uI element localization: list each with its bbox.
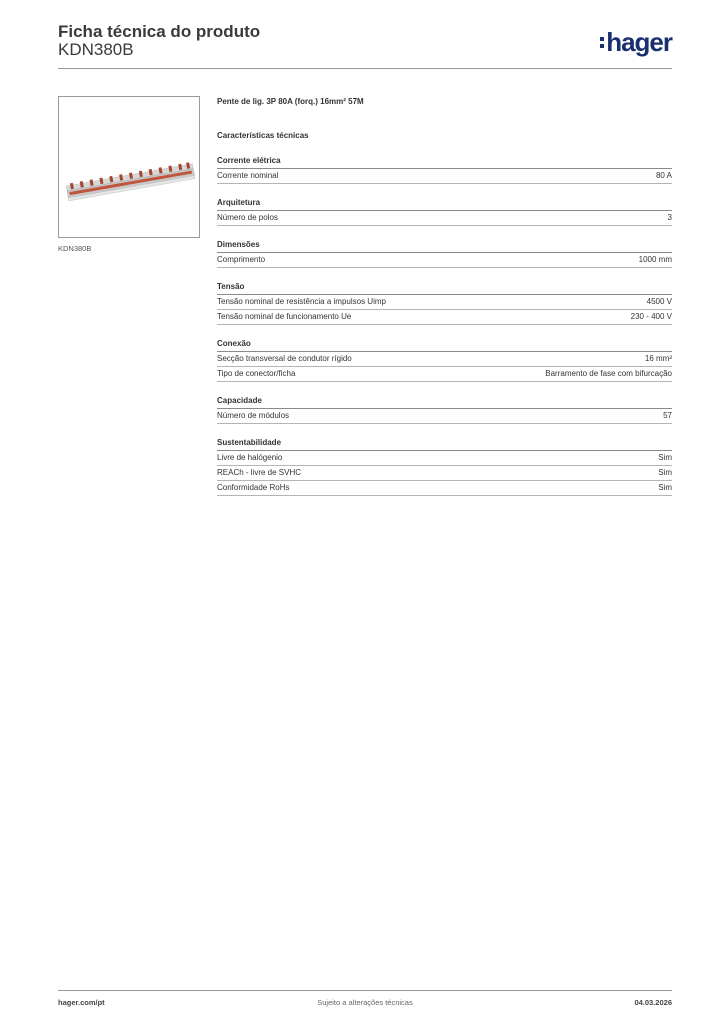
spec-label: Número de polos [217, 213, 278, 222]
spec-row [217, 409, 672, 424]
busbar-product-image [59, 97, 199, 237]
product-code: KDN380B [58, 40, 134, 59]
footer-date: 04.03.2026 [634, 998, 672, 1007]
spec-row [217, 466, 672, 481]
spec-groups [217, 155, 672, 496]
spec-group [217, 155, 672, 184]
footer-divider [58, 990, 672, 991]
spec-value: Sim [658, 468, 672, 477]
spec-value: 16 mm² [644, 354, 672, 363]
spec-label: Secção transversal de condutor rígido [217, 354, 352, 363]
spec-group-title: Capacidade [217, 395, 672, 409]
spec-label: Comprimento [217, 255, 266, 264]
spec-row [217, 169, 672, 184]
spec-value: 3 [667, 213, 672, 222]
spec-label: Tensão nominal de resistência a impulsos Uimp [217, 297, 386, 306]
footer-note: Sujeito a alterações técnicas [317, 998, 413, 1007]
spec-value: 57 [663, 411, 672, 420]
document-title: Ficha técnica do produto [58, 22, 261, 41]
spec-row [217, 481, 672, 496]
document-header [58, 20, 672, 68]
spec-group [217, 395, 672, 424]
spec-label: Corrente nominal [217, 171, 279, 180]
spec-row [217, 451, 672, 466]
spec-value: 1000 mm [638, 255, 672, 264]
logo-dots-icon [600, 35, 604, 49]
logo-text: hager [606, 27, 672, 57]
spec-group-title: Sustentabilidade [217, 437, 672, 451]
spec-label: Tipo de conector/ficha [217, 369, 296, 378]
spec-value: Sim [658, 483, 672, 492]
spec-label: Livre de halógenio [217, 453, 283, 462]
spec-value: 4500 V [646, 297, 672, 306]
technical-characteristics-title: Características técnicas [217, 131, 309, 140]
spec-row [217, 310, 672, 325]
spec-group [217, 197, 672, 226]
spec-group-title: Arquitetura [217, 197, 672, 211]
image-caption: KDN380B [58, 244, 92, 253]
spec-group [217, 338, 672, 382]
header-divider [58, 68, 672, 69]
spec-sheet [217, 96, 672, 496]
spec-row [217, 352, 672, 367]
product-title: Pente de lig. 3P 80A (forq.) 16mm² 57M [217, 97, 364, 106]
spec-label: Conformidade RoHs [217, 483, 290, 492]
spec-value: 80 A [655, 171, 672, 180]
spec-value: Sim [658, 453, 672, 462]
spec-group [217, 437, 672, 496]
spec-group [217, 239, 672, 268]
spec-row [217, 367, 672, 382]
spec-label: Número de módulos [217, 411, 290, 420]
spec-group-title: Corrente elétrica [217, 155, 672, 169]
spec-value: Barramento de fase com bifurcação [545, 369, 672, 378]
spec-group-title: Dimensões [217, 239, 672, 253]
spec-group-title: Tensão [217, 281, 672, 295]
spec-row [217, 295, 672, 310]
spec-value: 230 - 400 V [630, 312, 672, 321]
spec-group-title: Conexão [217, 338, 672, 352]
spec-label: Tensão nominal de funcionamento Ue [217, 312, 352, 321]
product-image-frame [58, 96, 200, 238]
hager-logo [600, 28, 672, 56]
spec-row [217, 253, 672, 268]
spec-label: REACh - livre de SVHC [217, 468, 302, 477]
footer-website: hager.com/pt [58, 998, 105, 1007]
spec-row [217, 211, 672, 226]
spec-group [217, 281, 672, 325]
